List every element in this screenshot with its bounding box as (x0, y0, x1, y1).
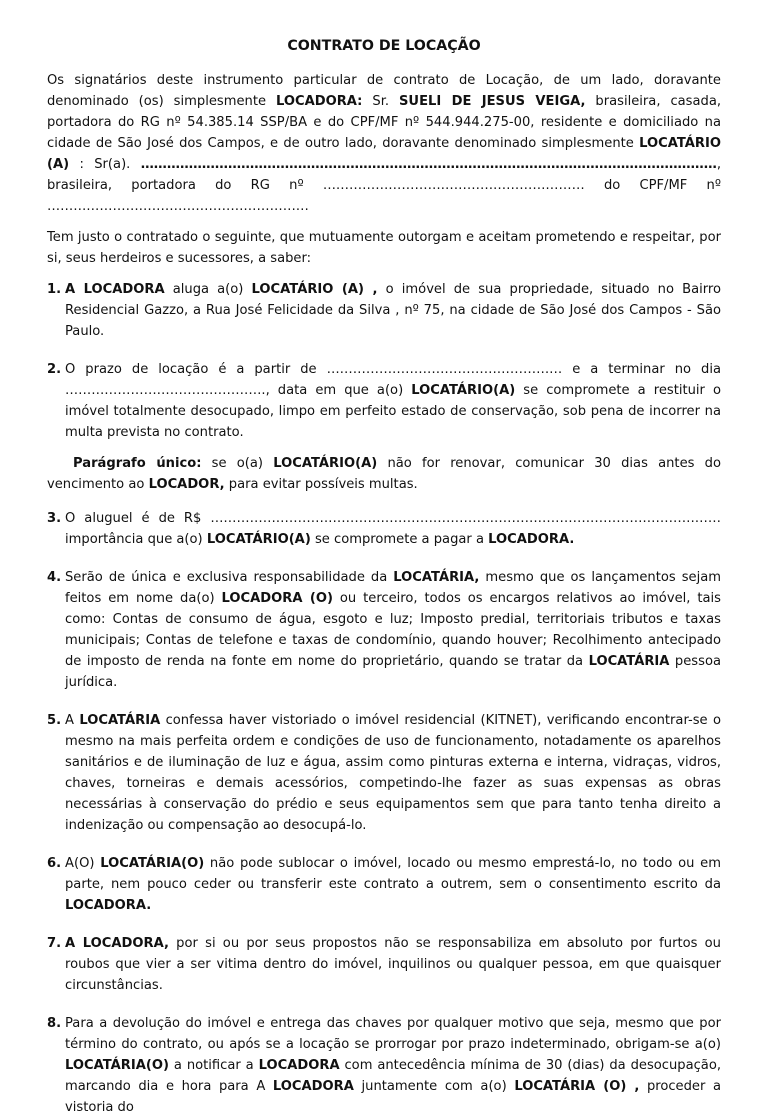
clause-number: 1. (47, 282, 62, 297)
clause-text: A LOCADORA aluga a(o) LOCATÁRIO (A) , o imóvel de sua propriedade, situado no Bairro Residencial Gazzo, a Rua José Felicidade da Silva , nº 75, na cidade de São José dos Campos - São Paulo. (65, 282, 721, 339)
clause-text: A(O) LOCATÁRIA(O) não pode sublocar o imóvel, locado ou mesmo emprestá-lo, no todo ou em parte, nem pouco ceder ou transferir este contrato a outrem, sem o consentimento escrito da LOCADORA. (65, 856, 721, 913)
clause-4 (47, 567, 721, 693)
clause-7 (47, 933, 721, 996)
clause-text: O aluguel é de R$ ……………………………………………………………………………………………………… importância que a(o) LOCATÁRIO(A) se compromete a pagar a LOCADORA. (65, 511, 721, 547)
clause-text: Serão de única e exclusiva responsabilidade da LOCATÁRIA, mesmo que os lançamentos sejam feitos em nome da(o) LOCADORA (O) ou terceiro, todos os encargos relativos ao imóvel, tais como: Contas de consumo de água, esgoto e luz; Imposto predial, territoriais tributos e taxas municipais; Contas de telefone e taxas de condomínio, quando houver; Recolhimento antecipado de imposto de renda na fonte em nome do proprietário, quando se tratar da LOCATÁRIA pessoa jurídica. (65, 570, 721, 690)
clause-number: 5. (47, 713, 62, 728)
clause-text: A LOCATÁRIA confessa haver vistoriado o imóvel residencial (KITNET), verificando encontrar-se o mesmo na mais perfeita ordem e condições de uso de funcionamento, notadamente os aparelhos sanitários e de iluminação de luz e água, assim como pinturas externa e interna, vidraças, vidros, chaves, torneiras e demais acessórios, competindo-lhe fazer as suas expensas as obras necessárias à conservação do prédio e seus equipamentos sem que para tanto tenha direito a indenização ou compensação ao desocupá-lo. (65, 713, 721, 833)
contract-page (47, 37, 721, 1118)
clause-5 (47, 710, 721, 836)
document-title: CONTRATO DE LOCAÇÃO (287, 38, 481, 54)
clause-6 (47, 853, 721, 916)
clause-8 (47, 1013, 721, 1118)
clause-text: O prazo de locação é a partir de ……………………………………………… e a terminar no dia ………………………………………., data em que a(o) LOCATÁRIO(A) se compromete a restituir o imóvel totalmente desocupado, limpo em perfeito estado de conservação, sob pena de incorrer na multa prevista no contrato. (65, 362, 721, 440)
clause-number: 8. (47, 1016, 62, 1031)
clause-1 (47, 279, 721, 342)
clause-number: 4. (47, 570, 62, 585)
intro-paragraph: Os signatários deste instrumento particular de contrato de Locação, de um lado, doravante denominado (os) simplesmente LOCADORA: Sr. SUELI DE JESUS VEIGA, brasileira, casada, portadora do RG nº 54.385.14 SSP/BA e do CPF/MF nº 544.944.275-00, residente e domiciliado na cidade de São José dos Campos, e de outro lado, doravante denominado simplesmente LOCATÁRIO (A) : Sr(a). ……………………………………………………………………………………………………………………, brasileira, portadora do RG nº …………………………………………………… do CPF/MF nº …………………………………………………… (47, 73, 722, 214)
clause-text: A LOCADORA, por si ou por seus propostos não se responsabiliza em absoluto por furtos ou roubos que vier a ser vitima dentro do imóvel, inquilinos ou qualquer pessoa, em que quaisquer circunstâncias. (65, 936, 721, 993)
clause-number: 3. (47, 511, 62, 526)
clause-number: 2. (47, 362, 62, 377)
clause-text: Para a devolução do imóvel e entrega das chaves por qualquer motivo que seja, mesmo que por término do contrato, ou após se a locação se prorrogar por prazo indeterminado, obrigam-se a(o) LOCATÁRIA(O) a notificar a LOCADORA com antecedência mínima de 30 (dias) da desocupação, marcando dia e hora para A LOCADORA juntamente com a(o) LOCATÁRIA (O) , proceder a vistoria do (65, 1016, 722, 1115)
sole-paragraph: Parágrafo único: se o(a) LOCATÁRIO(A) não for renovar, comunicar 30 dias antes do vencimento ao LOCADOR, para evitar possíveis multas. (47, 456, 721, 492)
clause-number: 7. (47, 936, 62, 951)
clause-number: 6. (47, 856, 62, 871)
clause-2 (47, 359, 721, 443)
preamble-paragraph: Tem justo o contratado o seguinte, que mutuamente outorgam e aceitam prometendo e respeitar, por si, seus herdeiros e sucessores, a saber: (47, 230, 721, 266)
clause-3 (47, 508, 721, 550)
